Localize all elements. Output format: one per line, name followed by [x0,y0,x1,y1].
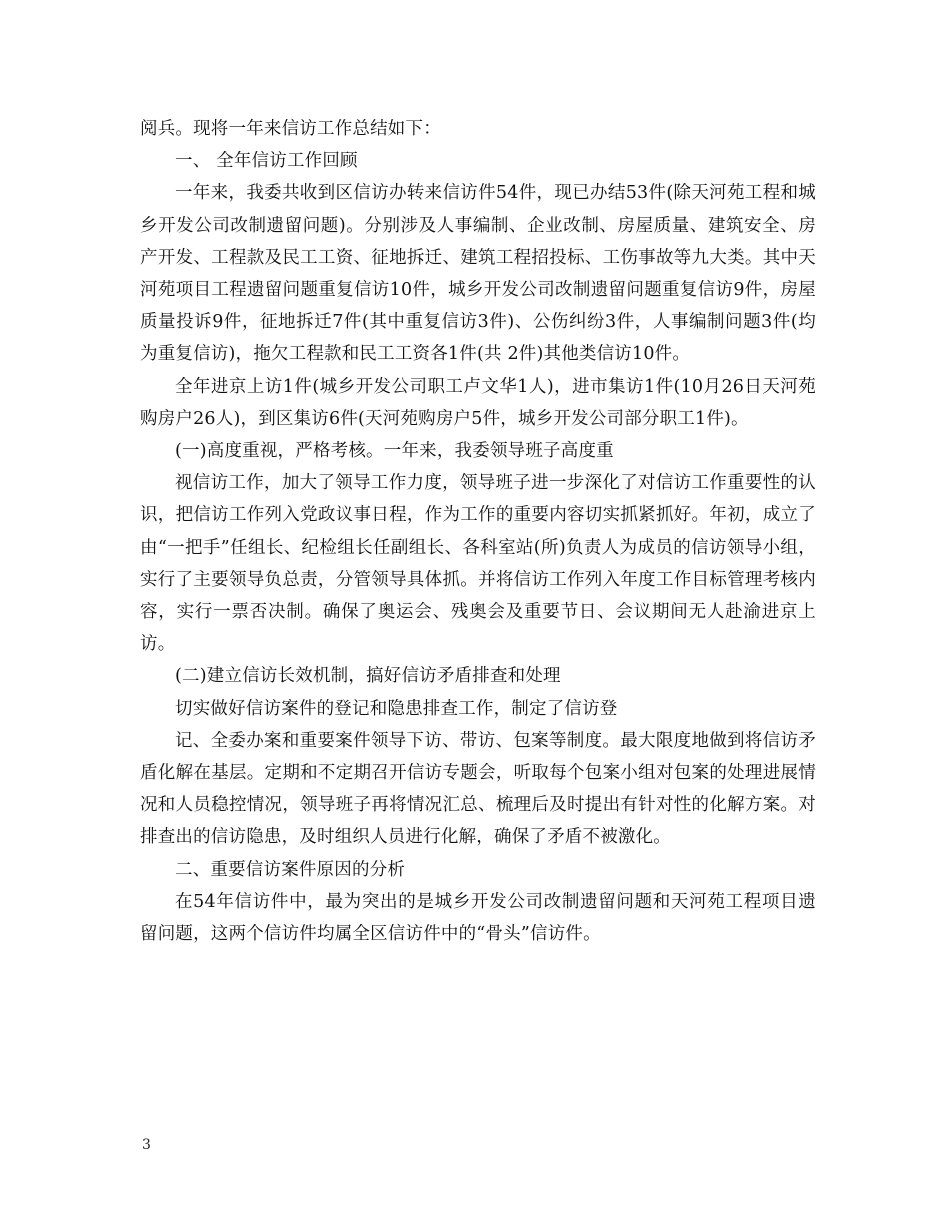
document-body [140,113,816,950]
paragraph-registration-line: 切实做好信访案件的登记和隐患排查工作，制定了信访登 [175,698,618,719]
section-heading-annual-review: 一、 全年信访工作回顾 [175,151,358,172]
paragraph-case-handling: 记、全委办案和重要案件领导下访、带访、包案等制度。最大限度地做到将信访矛盾化解在基层。定期和不定期召开信访专题会，听取每个包案小组对包案的处理进展情况和人员稳控情况，领导班子再将情况汇总、梳理后及时提出有针对性的化解方案。对排查出的信访隐患，及时组织人员进行化解，确保了矛盾不被激化。 [140,730,816,848]
page-number: 3 [142,1137,151,1153]
subheading-attention-assessment: (一)高度重视，严格考核。一年来，我委领导班子高度重 [175,441,614,462]
paragraph-opening: 阅兵。现将一年来信访工作总结如下： [140,119,441,139]
paragraph-visits-summary: 全年进京上访1件(城乡开发公司职工卢文华1人)，进市集访1件(10月26日天河苑购房户26人)，到区集访6件(天河苑购房户5件，城乡开发公司部分职工1件)。 [140,376,816,429]
paragraph-key-cases: 在54年信访件中，最为突出的是城乡开发公司改制遗留问题和天河苑工程项目遗留问题，这两个信访件均属全区信访件中的“骨头”信访件。 [140,891,816,945]
paragraph-leadership-measures: 视信访工作，加大了领导工作力度，领导班子进一步深化了对信访工作重要性的认识，把信访工作列入党政议事日程，作为工作的重要内容切实抓紧抓好。年初，成立了由“一把手”任组长、纪检组长任副组长、各科室站(所)负责人为成员的信访领导小组，实行了主要领导负总责，分管领导具体抓。并将信访工作列入年度工作目标管理考核内容，实行一票否决制。确保了奥运会、残奥会及重要节日、会议期间无人赴渝进京上访。 [140,473,816,655]
subheading-long-term-mechanism: (二)建立信访长效机制，搞好信访矛盾排查和处理 [175,666,561,687]
paragraph-petition-statistics: 一年来，我委共收到区信访办转来信访件54件，现已办结53件(除天河苑工程和城乡开发公司改制遗留问题)。分别涉及人事编制、企业改制、房屋质量、建筑安全、房产开发、工程款及民工工资、征地拆迁、建筑工程招投标、工伤事故等九大类。其中天河苑项目工程遗留问题重复信访10件，城乡开发公司改制遗留问题重复信访9件，房屋质量投诉9件，征地拆迁7件(其中重复信访3件)、公伤纠纷3件，人事编制问题3件(均为重复信访)，拖欠工程款和民工工资各1件(共 2件)其他类信访10件。 [140,183,816,365]
section-heading-cause-analysis: 二、重要信访案件原因的分析 [175,859,406,880]
